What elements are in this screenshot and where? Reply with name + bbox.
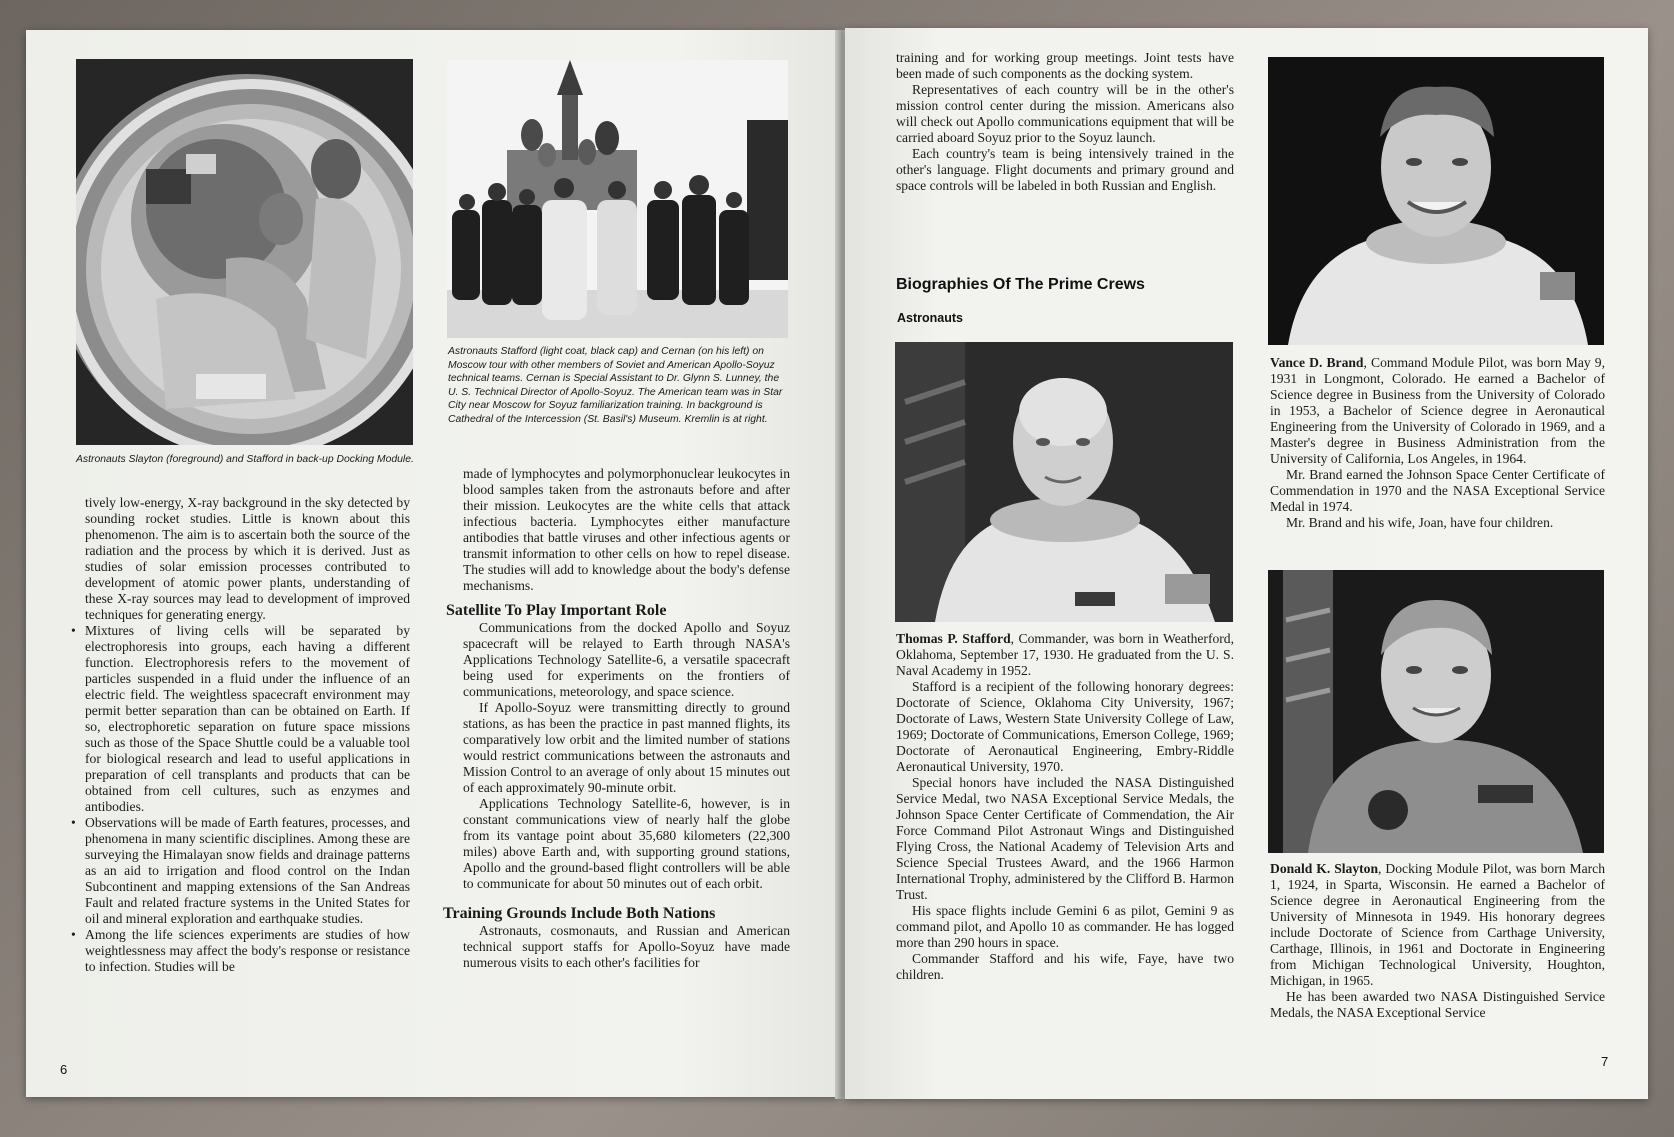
- slayton-paragraph-2: He has been awarded two NASA Distinguished Service Medals, the NASA Exceptional Service: [1270, 989, 1605, 1020]
- mission-control-paragraph: Representatives of each country will be in the other's mission control center during the mission. Americans also will check out Apollo communications equipment that will be carried aboard Soyuz prior to the Soyuz launch.: [896, 82, 1234, 145]
- astronauts-subheading: Astronauts: [897, 311, 963, 325]
- brand-name: Vance D. Brand: [1270, 355, 1364, 370]
- experiments-list: [85, 623, 410, 975]
- right-column-1-top: [896, 50, 1234, 194]
- stafford-paragraph-3: Special honors have included the NASA Distinguished Service Medal, two NASA Exceptional Service Medals, the Johnson Space Center Certificate of Commendation, the Air Force Command Pilot Astronaut Wings and Distinguished Flying Cross, the National Academy of Television Arts and Science Special Trustees Award, and the 1966 Harmon International Trophy, administered by the Clifford B. Harmon Trust.: [896, 775, 1234, 902]
- photo-docking-module-caption: Astronauts Slayton (foreground) and Stafford in back-up Docking Module.: [76, 454, 414, 465]
- satellite-heading: Satellite To Play Important Role: [446, 602, 667, 619]
- page-number-left: 6: [60, 1062, 68, 1077]
- biographies-heading: Biographies Of The Prime Crews: [896, 276, 1145, 293]
- training-continued-paragraph: training and for working group meetings. Joint tests have been made of such components as the docking system.: [896, 50, 1234, 81]
- lymphocytes-paragraph: made of lymphocytes and polymorphonuclear leukocytes in blood samples taken from the astronauts before and after their mission. Leukocytes are the white cells that attack infectious bacteria. Lymphocytes either manufacture antibodies that battle viruses and other infectious agents or transmit information to other cells on how to repel disease. The studies will add to knowledge about the body's defense mechanisms.: [463, 466, 790, 593]
- stafford-biography: [896, 631, 1234, 983]
- satellite-paragraph-1: Communications from the docked Apollo and Soyuz spacecraft will be relayed to Earth through NASA's Applications Technology Satellite-6, a versatile spacecraft being used for experiments on the frontiers of communications, meteorology, and space science.: [463, 620, 790, 699]
- stafford-paragraph-1: [896, 631, 1234, 679]
- photo-stafford-portrait: [895, 342, 1233, 622]
- stafford-paragraph-4: His space flights include Gemini 6 as pilot, Gemini 9 as command pilot, and Apollo 10 as commander. He has logged more than 290 hours in space.: [896, 903, 1234, 950]
- stafford-paragraph-2: Stafford is a recipient of the following honorary degrees: Doctorate of Science, Oklahoma City University, 1967; Doctorate of Laws, Western State University College of Law, 1969; Doctorate of Communications, Emerson College, 1969; Doctorate of Aeronautical Engineering, Embry-Riddle Aeronautical University, 1970.: [896, 679, 1234, 774]
- list-item: • Among the life sciences experiments are studies of how weightlessness may affect the body's response or resistance to infection. Studies will be: [85, 927, 410, 975]
- brand-paragraph-2: Mr. Brand earned the Johnson Space Center Certificate of Commendation in 1970 and the NASA Exceptional Service Medal in 1974.: [1270, 467, 1605, 514]
- satellite-paragraph-3: Applications Technology Satellite-6, however, is in constant communications view of nearly half the globe from its vantage point about 35,680 kilometers (22,300 miles) above Earth and, with supporting ground stations, Apollo and the ground-based flight controllers will be able to communicate for about 50 minutes out of each orbit.: [463, 796, 790, 891]
- left-column-2: [443, 466, 790, 971]
- slayton-name: Donald K. Slayton: [1270, 861, 1379, 876]
- page-number-right: 7: [1601, 1054, 1609, 1069]
- training-paragraph: Astronauts, cosmonauts, and Russian and American technical support staffs for Apollo-Soyuz have made numerous visits to each other's facilities for: [463, 923, 790, 970]
- slayton-biography: [1270, 861, 1605, 1021]
- photo-docking-module: [76, 59, 413, 445]
- list-item: • Observations will be made of Earth features, processes, and phenomena in many scientific disciplines. Among these are surveying the Himalayan snow fields and drainage patterns as an aid to irrigation and flood control on the Indan Subcontinent and mapping extensions of the San Andreas Fault and related fracture systems in the United States for oil and mineral exploration and earthquake studies.: [85, 815, 410, 927]
- brand-birth-text: , Command Module Pilot, was born May 9, 1931 in Longmont, Colorado. He earned a Bachelor of Science degree in Business from the University of Colorado in 1953, a Bachelor of Science degree in Aeronautical Engineering from the University of Colorado in 1969, and a Master's degree in Business Administration from the University of California, Los Angeles, in 1964.: [1270, 355, 1605, 466]
- photo-moscow-tour-caption: Astronauts Stafford (light coat, black cap) and Cernan (on his left) on Moscow tour with other members of Soviet and American Apollo-Soyuz technical teams. Cernan is Special Assistant to Dr. Glynn S. Lunney, the U. S. Technical Director of Apollo-Soyuz. The American team was in Star City near Moscow for Soyuz familiarization training. In background is Cathedral of the Intercession (St. Basil's) Museum. Kremlin is at right.: [448, 346, 783, 425]
- photo-brand-portrait: [1268, 57, 1604, 345]
- satellite-paragraph-2: If Apollo-Soyuz were transmitting directly to ground stations, as has been the practice in past manned flights, its comparatively low orbit and the limited number of stations would restrict communications between the astronauts and Mission Control to an average of only about 15 minutes out of each approximately 90-minute orbit.: [463, 700, 790, 795]
- x-ray-paragraph: tively low-energy, X-ray background in the sky detected by sounding rocket studies. Little is known about this phenomenon. The aim is to ascertain both the source of the radiation and the process by which it is derived. Just as studies of solar emission processes contributed to development of atomic power plants, understanding of these X-ray sources may lead to development of improved techniques for generating energy.: [85, 495, 410, 622]
- photo-moscow-tour: [447, 60, 788, 338]
- photo-slayton-portrait: [1268, 570, 1604, 853]
- left-column-1: [85, 495, 410, 975]
- language-paragraph: Each country's team is being intensively trained in the other's language. Flight documents and primary ground and space controls will be labeled in both Russian and English.: [896, 146, 1234, 193]
- stafford-name: Thomas P. Stafford: [896, 631, 1011, 646]
- brand-paragraph-3: Mr. Brand and his wife, Joan, have four children.: [1286, 515, 1554, 530]
- slayton-paragraph-1: [1270, 861, 1605, 989]
- slayton-birth-text: , Docking Module Pilot, was born March 1, 1924, in Sparta, Wisconsin. He earned a Bachelor of Science degree in Aeronautical Engineering from the University of Minnesota in 1949. His honorary degrees include Doctorate of Science from Carthage University, Carthage, Illinois, in 1961 and Doctorate in Engineering from Michigan Technological University, Houghton, Michigan, in 1965.: [1270, 861, 1605, 988]
- list-item: • Mixtures of living cells will be separated by electrophoresis into groups, each having a different function. Electrophoresis refers to the movement of particles suspended in a fluid under the influence of an electric field. The weightless spacecraft environment may permit better separation than can be obtained on Earth. If so, electrophoretic separation on future space missions such as those of the Space Shuttle could be a valuable tool for biological research and lead to useful applications in preparation of cell transplants and products that can be obtained from cell cultures, such as enzymes and antibodies.: [85, 623, 410, 815]
- stafford-paragraph-5: Commander Stafford and his wife, Faye, have two children.: [896, 951, 1234, 982]
- brand-paragraph-1: [1270, 355, 1605, 467]
- training-heading: Training Grounds Include Both Nations: [443, 905, 716, 922]
- brand-biography: [1270, 355, 1605, 531]
- stafford-birth-text: , Commander, was born in Weatherford, Oklahoma, September 17, 1930. He graduated from the U. S. Naval Academy in 1952.: [896, 631, 1234, 678]
